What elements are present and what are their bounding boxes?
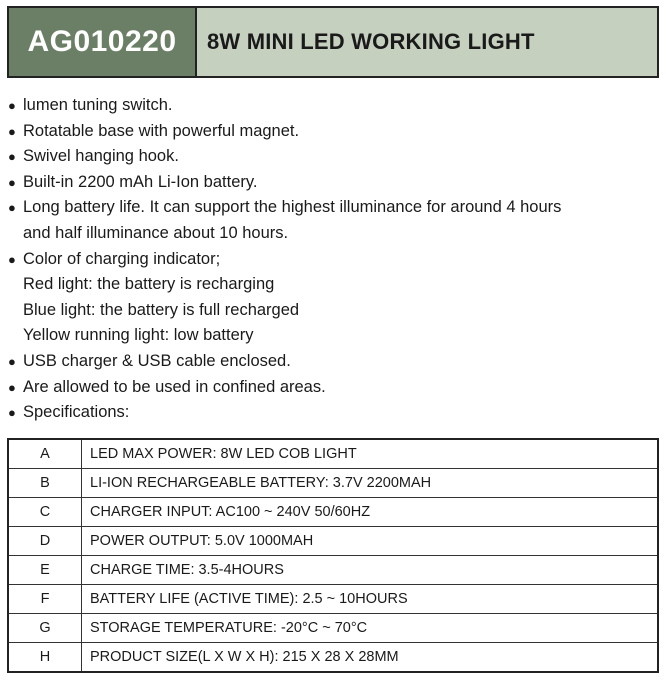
- feature-item: [8, 298, 561, 324]
- spec-description: LI-ION RECHARGEABLE BATTERY: 3.7V 2200MAH: [82, 469, 659, 498]
- feature-item: [8, 144, 561, 170]
- spec-row: [8, 585, 658, 614]
- product-code-box: [9, 8, 197, 76]
- spec-row: [8, 439, 658, 469]
- feature-text: Are allowed to be used in confined areas.: [23, 377, 326, 396]
- feature-item: [8, 247, 561, 273]
- spec-letter: G: [8, 614, 82, 643]
- feature-item: [8, 119, 561, 145]
- spec-letter: B: [8, 469, 82, 498]
- feature-item: [8, 375, 561, 401]
- bullet-icon: ●: [8, 353, 16, 369]
- spec-description: STORAGE TEMPERATURE: -20°C ~ 70°C: [82, 614, 659, 643]
- feature-item: [8, 93, 561, 119]
- feature-text: Swivel hanging hook.: [23, 147, 179, 166]
- feature-text: Specifications:: [23, 403, 130, 422]
- specifications-table: [7, 438, 659, 673]
- product-title-box: [197, 8, 657, 76]
- feature-text: Yellow running light: low battery: [23, 326, 254, 345]
- spec-row: [8, 556, 658, 585]
- feature-text: Rotatable base with powerful magnet.: [23, 121, 300, 140]
- spec-letter: A: [8, 439, 82, 469]
- spec-description: CHARGER INPUT: AC100 ~ 240V 50/60HZ: [82, 498, 659, 527]
- feature-text: Red light: the battery is recharging: [23, 275, 275, 294]
- bullet-icon: ●: [8, 149, 16, 165]
- spec-row: [8, 643, 658, 673]
- feature-text: Color of charging indicator;: [23, 249, 221, 268]
- spec-letter: D: [8, 527, 82, 556]
- feature-item: [8, 400, 561, 426]
- spec-letter: C: [8, 498, 82, 527]
- feature-list: [8, 93, 561, 426]
- bullet-icon: ●: [8, 200, 16, 216]
- bullet-icon: ●: [8, 98, 16, 113]
- bullet-icon: ●: [8, 123, 16, 139]
- spec-description: CHARGE TIME: 3.5-4HOURS: [82, 556, 659, 585]
- feature-item: [8, 221, 561, 247]
- feature-text: lumen tuning switch.: [23, 96, 173, 114]
- bullet-icon: ●: [8, 251, 16, 267]
- spec-letter: F: [8, 585, 82, 614]
- product-title: 8W MINI LED WORKING LIGHT: [207, 29, 535, 54]
- spec-description: BATTERY LIFE (ACTIVE TIME): 2.5 ~ 10HOURS: [82, 585, 659, 614]
- spec-letter: E: [8, 556, 82, 585]
- feature-item: [8, 195, 561, 221]
- feature-text: Long battery life. It can support the highest illuminance for around 4 hours: [23, 198, 562, 217]
- feature-text: USB charger & USB cable enclosed.: [23, 351, 291, 370]
- bullet-icon: ●: [8, 174, 16, 190]
- spec-description: POWER OUTPUT: 5.0V 1000MAH: [82, 527, 659, 556]
- feature-item: [8, 323, 561, 349]
- spec-row: [8, 527, 658, 556]
- feature-item: [8, 170, 561, 196]
- bullet-icon: ●: [8, 379, 16, 395]
- product-code: AG010220: [27, 25, 177, 58]
- bullet-icon: ●: [8, 405, 16, 421]
- spec-row: [8, 498, 658, 527]
- feature-text: and half illuminance about 10 hours.: [23, 223, 289, 242]
- product-header: [7, 6, 659, 78]
- spec-description: PRODUCT SIZE(L X W X H): 215 X 28 X 28MM: [82, 643, 659, 673]
- spec-letter: H: [8, 643, 82, 673]
- feature-text: Blue light: the battery is full recharged: [23, 300, 300, 319]
- feature-item: [8, 349, 561, 375]
- spec-row: [8, 614, 658, 643]
- feature-text: Built-in 2200 mAh Li-Ion battery.: [23, 172, 258, 191]
- feature-item: [8, 272, 561, 298]
- spec-row: [8, 469, 658, 498]
- spec-description: LED MAX POWER: 8W LED COB LIGHT: [82, 439, 659, 469]
